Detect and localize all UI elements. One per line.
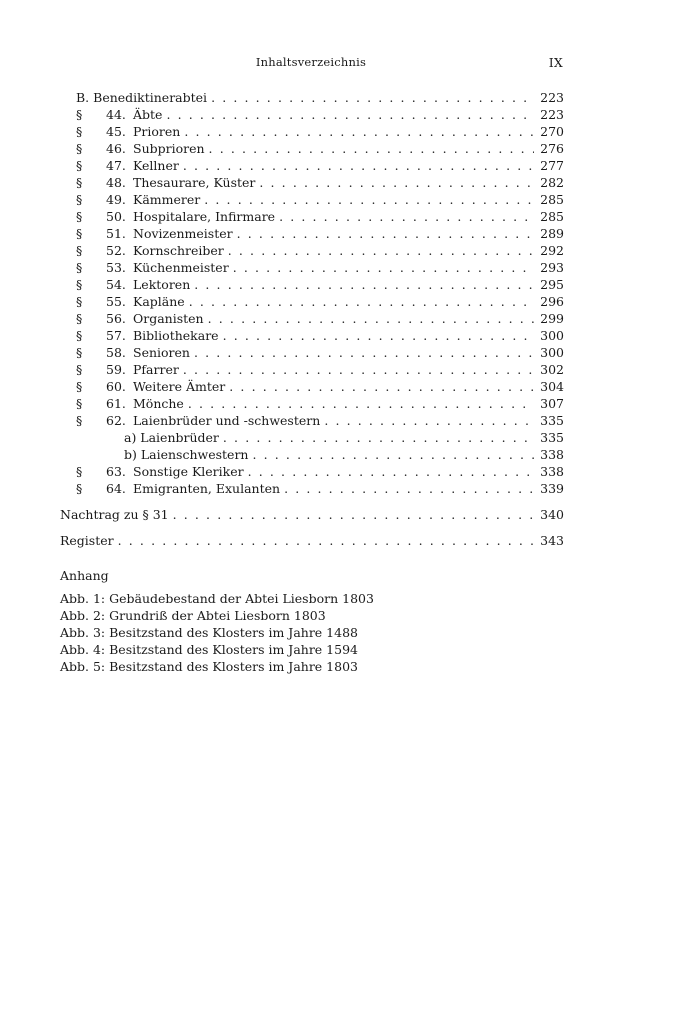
section-sign: § (76, 175, 83, 190)
section-number: 52. (106, 243, 126, 258)
leader-dots (237, 225, 534, 242)
toc-section-label (76, 412, 320, 429)
leader-dots (284, 480, 534, 497)
toc-section-row[interactable] (60, 123, 564, 140)
leader-dots (223, 327, 534, 344)
section-sign: § (76, 192, 83, 207)
section-number: 48. (106, 175, 126, 190)
section-title: Mönche (133, 396, 184, 411)
toc-page: 338 (540, 447, 564, 462)
section-sign: § (76, 328, 83, 343)
section-title: Lektoren (133, 277, 191, 292)
section-number: 44. (106, 107, 126, 122)
section-sign: § (76, 209, 83, 224)
toc-section-label (76, 106, 162, 123)
toc-section-label (76, 480, 280, 497)
section-title: Sonstige Kleriker (133, 464, 244, 479)
section-title: Thesaurare, Küster (133, 175, 256, 190)
leader-dots (209, 140, 534, 157)
toc-page: 339 (540, 481, 564, 496)
appendix-item[interactable]: Abb. 4: Besitzstand des Klosters im Jahre 1594 (60, 642, 358, 657)
section-sign: § (76, 481, 83, 496)
toc-section-label (76, 276, 190, 293)
leader-dots (208, 310, 534, 327)
toc-section-row[interactable] (60, 208, 564, 225)
section-title: Kellner (133, 158, 179, 173)
toc-part-label: B. Benediktinerabtei (76, 90, 208, 105)
toc-sections (60, 106, 564, 429)
leader-dots (118, 532, 534, 549)
page-number: IX (548, 55, 563, 70)
toc-page: 296 (540, 294, 564, 309)
appendix-item[interactable]: Abb. 3: Besitzstand des Klosters im Jahre 1488 (60, 625, 358, 640)
toc-section-label (76, 191, 200, 208)
section-sign: § (76, 362, 83, 377)
toc-section-row[interactable] (60, 242, 564, 259)
toc-page: 285 (540, 209, 564, 224)
section-sign: § (76, 260, 83, 275)
section-title: Äbte (133, 107, 163, 122)
toc-section-label (76, 259, 229, 276)
leader-dots (248, 463, 534, 480)
section-number: 61. (106, 396, 126, 411)
leader-dots (188, 395, 534, 412)
section-number: 47. (106, 158, 126, 173)
toc-page: 282 (540, 175, 564, 190)
toc-section-label (76, 293, 185, 310)
toc-page: 289 (540, 226, 564, 241)
toc-section-label (76, 174, 255, 191)
section-number: 56. (106, 311, 126, 326)
section-sign: § (76, 396, 83, 411)
toc-section-row[interactable] (60, 174, 564, 191)
toc-section-label (76, 327, 219, 344)
section-title: Bibliothekare (133, 328, 219, 343)
toc-page: 338 (540, 464, 564, 479)
section-sign: § (76, 141, 83, 156)
toc-section-row[interactable] (60, 225, 564, 242)
toc-section-row[interactable] (60, 310, 564, 327)
leader-dots (183, 361, 534, 378)
section-number: 57. (106, 328, 126, 343)
toc-page: 293 (540, 260, 564, 275)
section-number: 63. (106, 464, 126, 479)
toc-subsection-b[interactable] (60, 446, 564, 463)
toc-page: 302 (540, 362, 564, 377)
toc-register-label: Register (60, 533, 114, 548)
section-title: Kapläne (133, 294, 185, 309)
toc-section-row[interactable] (60, 463, 564, 480)
leader-dots (166, 106, 534, 123)
toc-page: 307 (540, 396, 564, 411)
section-sign: § (76, 226, 83, 241)
section-number: 54. (106, 277, 126, 292)
toc-page: 292 (540, 243, 564, 258)
toc-page: 343 (540, 533, 564, 548)
section-title: Kornschreiber (133, 243, 224, 258)
toc-page: 300 (540, 345, 564, 360)
toc-section-label (76, 310, 204, 327)
section-number: 46. (106, 141, 126, 156)
section-number: 55. (106, 294, 126, 309)
toc-section-row[interactable] (60, 293, 564, 310)
section-sign: § (76, 124, 83, 139)
section-sign: § (76, 413, 83, 428)
section-number: 53. (106, 260, 126, 275)
toc-section-row[interactable] (60, 412, 564, 429)
section-sign: § (76, 277, 83, 292)
section-title: Subprioren (133, 141, 205, 156)
toc-page: 300 (540, 328, 564, 343)
section-title: Prioren (133, 124, 181, 139)
toc-part-b[interactable] (60, 89, 564, 106)
toc-register[interactable] (60, 532, 564, 549)
appendix-item[interactable]: Abb. 1: Gebäudebestand der Abtei Liesborn 1803 (60, 591, 374, 606)
toc-section-label (76, 208, 275, 225)
leader-dots (194, 344, 534, 361)
leader-dots (173, 506, 534, 523)
toc-page: 335 (540, 430, 564, 445)
toc-page: 340 (540, 507, 564, 522)
running-head (0, 55, 700, 71)
toc-section-label (76, 242, 224, 259)
section-number: 51. (106, 226, 126, 241)
toc-section-row[interactable] (60, 259, 564, 276)
leader-dots (233, 259, 534, 276)
toc-section-row[interactable] (60, 140, 564, 157)
toc-section-label (76, 361, 179, 378)
toc-subsection-title: b) Laienschwestern (124, 447, 249, 462)
section-number: 45. (106, 124, 126, 139)
toc-page: 295 (540, 277, 564, 292)
toc-section-label (76, 378, 225, 395)
leader-dots (184, 123, 534, 140)
leader-dots (183, 157, 534, 174)
spacer (60, 523, 564, 532)
toc-page: 276 (540, 141, 564, 156)
toc-page: 285 (540, 192, 564, 207)
section-number: 64. (106, 481, 126, 496)
toc-subsection-title: a) Laienbrüder (124, 430, 219, 445)
leader-dots (189, 293, 534, 310)
appendix-item[interactable]: Abb. 2: Grundriß der Abtei Liesborn 1803 (60, 608, 326, 623)
section-sign: § (76, 464, 83, 479)
leader-dots (279, 208, 534, 225)
section-number: 62. (106, 413, 126, 428)
toc-page: 335 (540, 413, 564, 428)
toc-section-row[interactable] (60, 344, 564, 361)
toc-subsection-a[interactable] (60, 429, 564, 446)
toc-section-row[interactable] (60, 327, 564, 344)
toc-page: 277 (540, 158, 564, 173)
section-sign: § (76, 379, 83, 394)
section-sign: § (76, 345, 83, 360)
section-title: Kämmerer (133, 192, 201, 207)
leader-dots (324, 412, 534, 429)
leader-dots (211, 89, 534, 106)
toc-section-row[interactable] (60, 395, 564, 412)
section-title: Weitere Ämter (133, 379, 226, 394)
section-title: Küchenmeister (133, 260, 229, 275)
toc-page: 270 (540, 124, 564, 139)
section-sign: § (76, 158, 83, 173)
section-title: Pfarrer (133, 362, 179, 377)
section-sign: § (76, 311, 83, 326)
section-sign: § (76, 243, 83, 258)
section-title: Hospitalare, Infirmare (133, 209, 276, 224)
toc-page: 304 (540, 379, 564, 394)
leader-dots (194, 276, 534, 293)
toc-section-label (76, 123, 180, 140)
toc-section-label (76, 225, 233, 242)
toc-section-label (76, 463, 244, 480)
toc-section-row[interactable] (60, 276, 564, 293)
toc-nachtrag-label: Nachtrag zu § 31 (60, 507, 169, 522)
spacer (60, 497, 564, 506)
toc-section-row[interactable] (60, 157, 564, 174)
section-sign: § (76, 294, 83, 309)
toc-section-row[interactable] (60, 480, 564, 497)
section-number: 58. (106, 345, 126, 360)
section-sign: § (76, 107, 83, 122)
leader-dots (204, 191, 534, 208)
section-number: 49. (106, 192, 126, 207)
leader-dots (223, 429, 534, 446)
leader-dots (228, 242, 534, 259)
appendix-item[interactable]: Abb. 5: Besitzstand des Klosters im Jahre 1803 (60, 659, 358, 674)
section-title: Novizenmeister (133, 226, 233, 241)
section-title: Emigranten, Exulanten (133, 481, 281, 496)
appendix-heading: Anhang (60, 568, 109, 583)
leader-dots (259, 174, 534, 191)
table-of-contents (60, 89, 564, 549)
running-head-title: Inhaltsverzeichnis (255, 55, 367, 69)
toc-page: 223 (540, 90, 564, 105)
section-title: Organisten (133, 311, 204, 326)
section-number: 59. (106, 362, 126, 377)
appendix (60, 567, 374, 675)
toc-section-label (76, 140, 205, 157)
toc-section-row[interactable] (60, 378, 564, 395)
toc-sections-after (60, 463, 564, 497)
section-title: Laienbrüder und -schwestern (133, 413, 321, 428)
toc-section-label (76, 344, 190, 361)
leader-dots (252, 446, 534, 463)
toc-page: 223 (540, 107, 564, 122)
toc-section-row[interactable] (60, 106, 564, 123)
section-number: 50. (106, 209, 126, 224)
toc-section-row[interactable] (60, 191, 564, 208)
leader-dots (229, 378, 534, 395)
section-number: 60. (106, 379, 126, 394)
section-title: Senioren (133, 345, 190, 360)
toc-section-label (76, 157, 179, 174)
toc-section-label (76, 395, 184, 412)
toc-page: 299 (540, 311, 564, 326)
toc-section-row[interactable] (60, 361, 564, 378)
toc-nachtrag[interactable] (60, 506, 564, 523)
